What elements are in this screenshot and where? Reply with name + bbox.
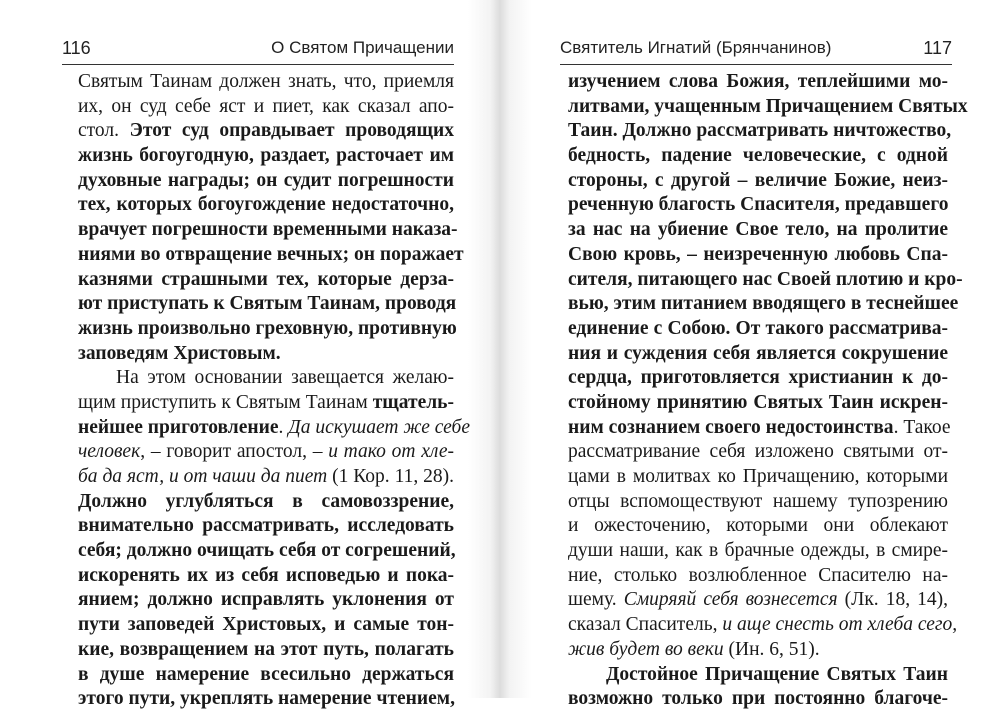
right-running-title: Святитель Игнатий (Брянчанинов) [560, 38, 832, 57]
text-run: ним сознанием своего недостоинства [568, 416, 894, 438]
text-line [568, 465, 948, 490]
text-line [568, 663, 948, 688]
text-run: бедность, падение человеческие, с одной [568, 145, 948, 167]
text-line [78, 391, 454, 416]
text-line [568, 440, 948, 465]
text-run: души наши, как в брачные одежды, в смире- [568, 540, 948, 562]
text-line [78, 613, 454, 638]
text-run: шему. [568, 589, 624, 611]
text-line [568, 564, 948, 589]
text-run: ния и суждения себя является сокрушение [568, 342, 948, 364]
text-line [568, 342, 948, 367]
left-page-number: 116 [62, 38, 91, 58]
text-line [568, 268, 963, 293]
text-run: жив будет во веки [568, 638, 724, 660]
text-line [568, 193, 948, 218]
text-run: пути заповедей Христовых, и самые тон- [78, 614, 454, 636]
text-run: и ожесточению, которыми они облекают [568, 515, 948, 537]
text-run: врачует погрешности временными наказа- [78, 219, 458, 241]
text-line [78, 564, 454, 589]
text-run: и тако от хле- [328, 441, 454, 463]
text-run: сителя, питающего нас Своей плотию и кро- [568, 268, 963, 290]
text-run: ние, столько возлюбленное Спасителю на- [568, 564, 948, 586]
text-run: щим приступить к Святым Таинам [78, 391, 373, 413]
text-line [78, 218, 458, 243]
text-line [568, 514, 948, 539]
text-run: искоренять их из себя исповедью и пока- [78, 564, 454, 586]
text-run: рассматривание себя изложено святыми от- [568, 441, 948, 463]
text-run: реченную благость Спасителя, предавшего [568, 194, 949, 216]
text-run: вью, этим питанием вводящего в теснейшее [568, 293, 959, 315]
text-line [568, 119, 952, 144]
text-run: нейшее приготовление [78, 416, 279, 438]
text-line [568, 588, 948, 613]
text-line [568, 490, 948, 515]
text-run: ниями во отвращение вечных; он поражает [78, 243, 464, 265]
text-run: ба да яст, и от чаши да пиет [78, 466, 328, 487]
text-run: духовные награды; он судит погрешности [78, 169, 454, 191]
left-page-header [62, 38, 454, 64]
text-run: стойному принятию Святых Таин искрен- [568, 391, 948, 413]
text-run: жизнь богоугодную, раздает, расточает им [78, 145, 454, 167]
text-run: человек [78, 441, 141, 463]
text-line [78, 465, 454, 490]
text-run: янием; должно исправлять уклонения от [78, 589, 454, 611]
text-run: , – говорит апостол, – [140, 441, 329, 463]
text-line [78, 663, 454, 688]
text-line [78, 490, 454, 515]
text-line [78, 514, 454, 539]
text-line [568, 391, 948, 416]
left-page-text [78, 70, 471, 712]
text-line [568, 169, 948, 194]
text-run: этого пути, укреплять намерение чтением, [78, 688, 455, 710]
text-run: Святым Таинам должен знать, что, приемля [78, 71, 454, 92]
text-run: Смиряяй себя вознесется [623, 589, 838, 611]
text-line [78, 268, 454, 293]
text-line [78, 193, 454, 218]
text-line [568, 144, 948, 169]
text-line [78, 119, 454, 144]
text-line [568, 70, 948, 95]
text-run: жизнь произвольно греховную, противную [78, 317, 457, 339]
text-line [78, 638, 454, 663]
text-run: . Такое [893, 416, 951, 438]
text-line [78, 687, 454, 712]
text-line [78, 317, 457, 342]
text-run: отцы вспомоществуют нашему тупозрению [568, 490, 948, 512]
text-line [78, 440, 454, 465]
text-run: На этом основании завещается желаю- [116, 367, 454, 389]
text-line [568, 292, 959, 317]
text-run: (Лк. 18, 14), [837, 589, 949, 611]
text-line [78, 144, 454, 169]
text-run: казнями страшными тех, которые дерза- [78, 268, 454, 290]
left-running-title: О Святом Причащении [271, 38, 454, 57]
text-run: себя; должно очищать себя от согрешений, [78, 540, 456, 562]
text-line [568, 218, 948, 243]
right-page-text [568, 70, 968, 712]
text-run: тех, которых богоугождение недостаточно, [78, 194, 454, 216]
text-line [78, 169, 454, 194]
text-line [78, 243, 464, 268]
text-line [78, 95, 454, 120]
text-run: возможно только при постоянно благоче- [568, 688, 948, 710]
text-run: сказал Спаситель, [568, 614, 723, 636]
text-line [78, 366, 454, 391]
text-run: единение с Собою. От такого рассматрива- [568, 317, 948, 339]
text-line [568, 613, 958, 638]
right-page-header [560, 38, 952, 64]
text-run: Таин. Должно рассматривать ничтожество, [568, 120, 952, 142]
text-run: тщатель- [372, 391, 454, 413]
text-run: стол. [78, 120, 130, 142]
text-run: внимательно рассматривать, исследовать [78, 515, 454, 537]
text-run: (1 Кор. 11, 28). [327, 466, 454, 487]
text-run: Достойное Причащение Святых Таин [606, 663, 948, 685]
text-run: ют приступать к Святым Таинам, проводя [78, 293, 457, 315]
text-run: Свою кровь, – неизреченную любовь Спа- [568, 243, 948, 265]
text-run: кие, возвращением на этот путь, полагать [78, 638, 454, 660]
text-line [568, 243, 948, 268]
text-run: цами в молитвах ко Причащению, которыми [568, 466, 948, 487]
text-line [568, 687, 948, 712]
text-run: их, он суд себе яст и пиет, как сказал апо- [78, 95, 454, 117]
text-run: изучением слова Божия, теплейшими мо- [568, 71, 948, 92]
text-line [568, 638, 948, 663]
text-line [568, 539, 948, 564]
text-line [78, 342, 454, 367]
text-run: Да искушает же себе [288, 416, 471, 438]
text-line [78, 70, 454, 95]
text-line [78, 539, 454, 564]
text-line [568, 366, 948, 391]
text-run: . [278, 416, 289, 438]
text-run: стороны, с другой – величие Божие, неиз- [568, 169, 948, 191]
text-line [78, 588, 454, 613]
text-line [568, 317, 948, 342]
text-line [568, 95, 968, 120]
text-run: заповедям Христовым. [78, 342, 281, 364]
right-header-rule [560, 64, 952, 65]
text-run: за нас на убиение Свое тело, на пролитие [568, 219, 948, 241]
text-run: Должно углубляться в самовоззрение, [78, 490, 454, 512]
text-run: и аще снесть от хлеба сего, [722, 614, 958, 636]
text-run: в душе намерение всесильно держаться [78, 663, 454, 685]
text-run: сердца, приготовляется христианин к до- [568, 367, 948, 389]
text-run: литвами, учащенным Причащением Святых [568, 95, 968, 117]
text-line [78, 416, 471, 441]
left-header-rule [62, 64, 454, 65]
right-page-number: 117 [923, 38, 952, 58]
text-run: (Ин. 6, 51). [723, 638, 820, 660]
text-line [568, 416, 951, 441]
text-run: Этот суд оправдывает проводящих [129, 120, 454, 142]
text-line [78, 292, 457, 317]
